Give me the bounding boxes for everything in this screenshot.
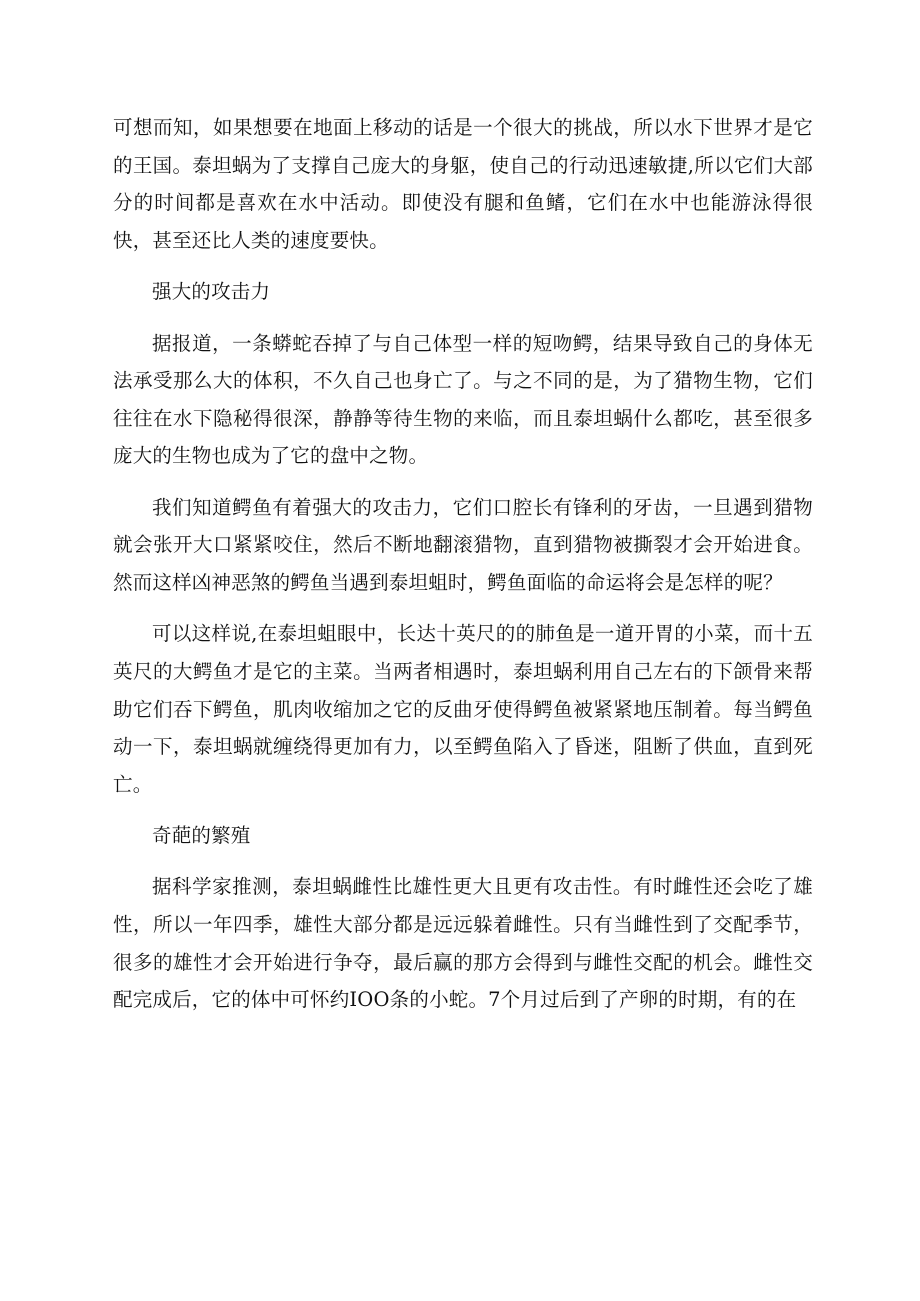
attack-paragraph-2: 我们知道鳄鱼有着强大的攻击力，它们口腔长有锋利的牙齿，一旦遇到猎物就会张开大口紧紧咬住，然后不断地翻滚猎物，直到猎物被撕裂才会开始进食。然而这样凶神恶煞的鳄鱼当遇到泰坦蛆时，鳄鱼面临的命运将会是怎样的呢？ [113,495,813,594]
intro-paragraph: 可想而知，如果想要在地面上移动的话是一个很大的挑战，所以水下世界才是它的王国。泰坦蜗为了支撑自己庞大的身躯，使自己的行动迅速敏捷,所以它们大部分的时间都是喜欢在水中活动。即使没有腿和鱼鳍，它们在水中也能游泳得很快，甚至还比人类的速度要快。 [113,116,813,252]
attack-paragraph-1: 据报道，一条蟒蛇吞掉了与自己体型一样的短吻鳄，结果导致自己的身体无法承受那么大的体积，不久自己也身亡了。与之不同的是，为了猎物生物，它们往往在水下隐秘得很深，静静等待生物的来临，而且泰坦蜗什么都吃，甚至很多庞大的生物也成为了它的盘中之物。 [113,331,813,468]
section-heading-breeding: 奇葩的繁殖 [152,824,251,848]
attack-paragraph-3: 可以这样说,在泰坦蛆眼中，长达十英尺的的肺鱼是一道开胃的小菜，而十五英尺的大鳄鱼才是它的主菜。当两者相遇时，泰坦蜗利用自己左右的下颌骨来帮助它们吞下鳄鱼，肌肉收缩加之它的反曲牙使得鳄鱼被紧紧地压制着。每当鳄鱼动一下，泰坦蜗就缠绕得更加有力，以至鳄鱼陷入了昏迷，阻断了供血，直到死亡。 [113,622,813,796]
article-body [113,109,813,1033]
section-heading-attack: 强大的攻击力 [152,280,271,304]
breeding-paragraph-1: 据科学家推测，泰坦蜗雌性比雄性更大且更有攻击性。有时雌性还会吃了雄性，所以一年四季，雄性大部分都是远远躲着雌性。只有当雌性到了交配季节，很多的雄性才会开始进行争夺，最后赢的那方会得到与雌性交配的机会。雌性交配完成后，它的体中可怀约IOO条的小蛇。7个月过后到了产卵的时期，有的在 [113,875,813,1012]
